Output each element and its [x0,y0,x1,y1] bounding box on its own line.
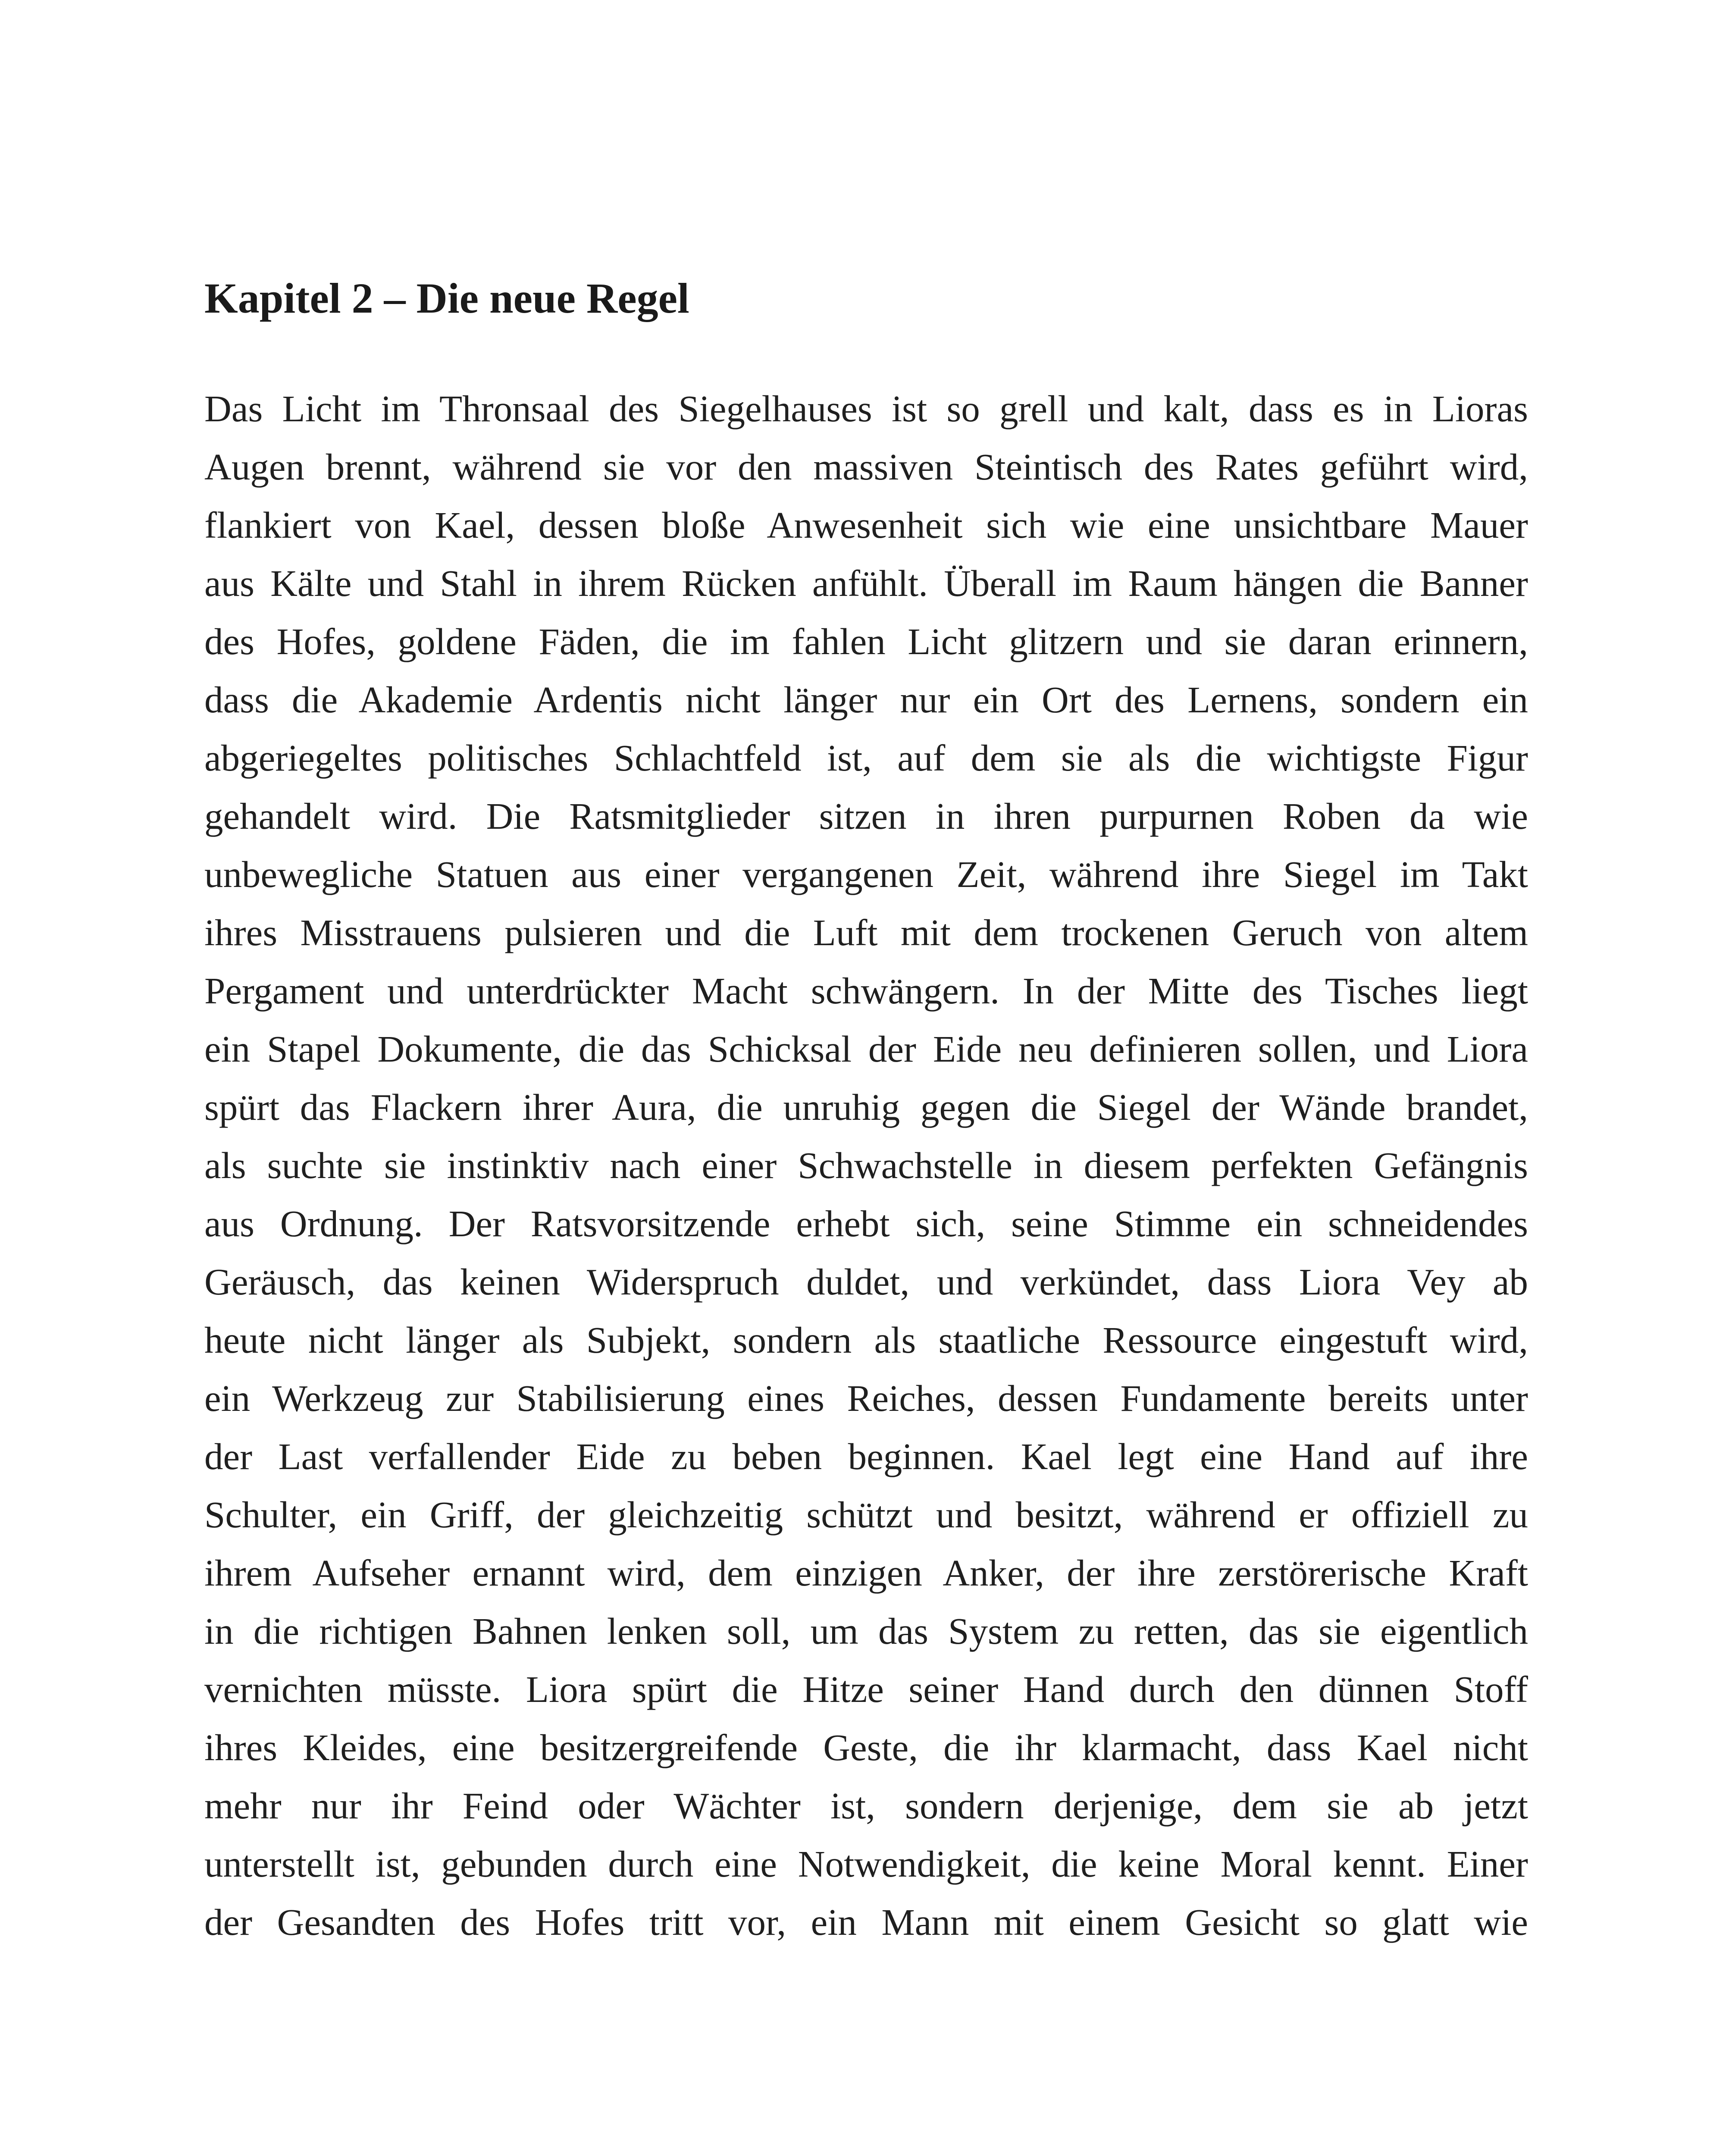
paragraph-line: Das Licht im Thronsaal des Siegelhauses ist so grell und kalt, dass es in Lioras [204,388,1528,429]
paragraph-line: ein Werkzeug zur Stabilisierung eines Reiches, dessen Fundamente bereits unter [204,1377,1528,1419]
paragraph-line: unbewegliche Statuen aus einer vergangenen Zeit, während ihre Siegel im Takt [204,853,1528,895]
paragraph-line: ein Stapel Dokumente, die das Schicksal der Eide neu definieren sollen, und Liora [204,1028,1528,1070]
paragraph-line: der Gesandten des Hofes tritt vor, ein Mann mit einem Gesicht so glatt wie [204,1901,1528,1943]
paragraph-line: Schulter, ein Griff, der gleichzeitig schützt und besitzt, während er offiziell zu [204,1494,1528,1536]
paragraph-line: spürt das Flackern ihrer Aura, die unruhig gegen die Siegel der Wände brandet, [204,1086,1528,1128]
chapter-title: Kapitel 2 – Die neue Regel [204,274,689,322]
paragraph-line: Augen brennt, während sie vor den massiven Steintisch des Rates geführt wird, [204,446,1528,488]
paragraph-line: heute nicht länger als Subjekt, sondern als staatliche Ressource eingestuft wird, [204,1319,1528,1361]
paragraph-line: der Last verfallender Eide zu beben beginnen. Kael legt eine Hand auf ihre [204,1435,1528,1477]
paragraph-line: aus Kälte und Stahl in ihrem Rücken anfühlt. Überall im Raum hängen die Banner [204,562,1528,604]
paragraph-line: als suchte sie instinktiv nach einer Schwachstelle in diesem perfekten Gefängnis [204,1144,1528,1186]
paragraph-line: in die richtigen Bahnen lenken soll, um das System zu retten, das sie eigentlich [204,1610,1528,1652]
paragraph-line: unterstellt ist, gebunden durch eine Notwendigkeit, die keine Moral kennt. Einer [204,1843,1528,1885]
paragraph-line: flankiert von Kael, dessen bloße Anwesenheit sich wie eine unsichtbare Mauer [204,504,1528,546]
paragraph-line: abgeriegeltes politisches Schlachtfeld ist, auf dem sie als die wichtigste Figur [204,737,1528,779]
paragraph-line: gehandelt wird. Die Ratsmitglieder sitzen in ihren purpurnen Roben da wie [204,795,1528,837]
paragraph-line: mehr nur ihr Feind oder Wächter ist, sondern derjenige, dem sie ab jetzt [204,1785,1528,1827]
paragraph-line: aus Ordnung. Der Ratsvorsitzende erhebt sich, seine Stimme ein schneidendes [204,1203,1528,1244]
paragraph-line: vernichten müsste. Liora spürt die Hitze seiner Hand durch den dünnen Stoff [204,1668,1528,1710]
paragraph-line: Pergament und unterdrückter Macht schwängern. In der Mitte des Tisches liegt [204,970,1528,1012]
paragraph-line: ihres Misstrauens pulsieren und die Luft mit dem trockenen Geruch von altem [204,912,1528,953]
paragraph-line: des Hofes, goldene Fäden, die im fahlen Licht glitzern und sie daran erinnern, [204,620,1528,662]
paragraph-line: ihrem Aufseher ernannt wird, dem einzigen Anker, der ihre zerstörerische Kraft [204,1552,1528,1594]
paragraph-line: dass die Akademie Ardentis nicht länger nur ein Ort des Lernens, sondern ein [204,679,1528,721]
paragraph-line: ihres Kleides, eine besitzergreifende Geste, die ihr klarmacht, dass Kael nicht [204,1727,1528,1768]
body-paragraph [204,379,1528,1951]
paragraph-line: Geräusch, das keinen Widerspruch duldet, und verkündet, dass Liora Vey ab [204,1261,1528,1303]
